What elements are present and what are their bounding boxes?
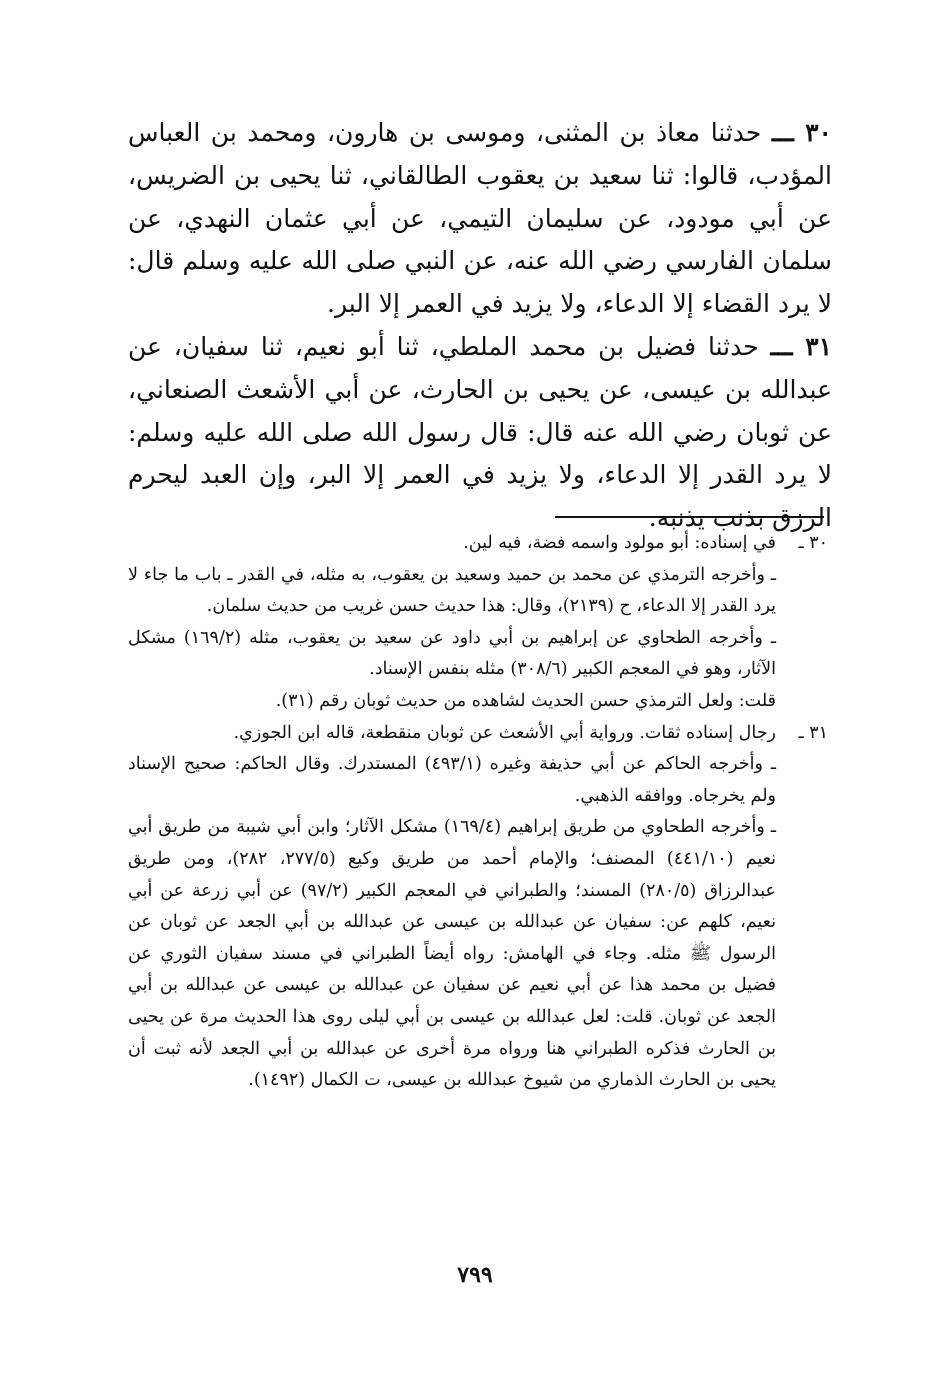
footnote-paragraph: قلت: ولعل الترمذي حسن الحديث لشاهده من حديث ثوبان رقم (٣١). — [275, 690, 776, 711]
footnote-number: ٣٠ ـ — [798, 533, 828, 553]
footnote-divider — [555, 516, 824, 518]
footnote-31 — [128, 718, 828, 750]
footnote-paragraph: ـ وأخرجه الطحاوي من طريق إبراهيم (١٦٩/٤) مشكل الآثار؛ وابن أبي شيبة من طريق أبي نعيم (٤٤١/١٠) المصنف؛ والإمام أحمد من طريق وكيع (٢٧٧/٥، ٢٨٢)، ومن طريق عبدالرزاق (٢٨٠/٥) المسند؛ والطبراني في المعجم الكبير (٩٧/٢) عن أبي زرعة عن أبي نعيم، كلهم عن: سفيان عن عبدالله بن عيسى عن عبدالله بن أبي الجعد عن ثوبان عن الرسول ﷺ مثله. وجاء في الهامش: رواه أيضاً الطبراني في مسند سفيان الثوري عن فضيل بن محمد هذا عن أبي نعيم عن سفيان عن عبدالله بن عيسى عن عبدالله بن أبي الجعد عن ثوبان. قلت: لعل عبدالله بن عيسى بن أبي ليلى روى هذا الحديث مرة عن يحيى بن الحارث فذكره الطبراني هنا ورواه مرة أخرى عن عبدالله بن أبي الجعد لأنه ثبت أن يحيى بن الحارث الذماري من شيوخ عبدالله بن عيسى، ت الكمال (١٤٩٢). — [128, 817, 777, 1091]
page-number: ٧٩٩ — [457, 1262, 493, 1288]
footnote-paragraph: ـ وأخرجه الترمذي عن محمد بن حميد وسعيد بن يعقوب، به مثله، في القدر ـ باب ما جاء لا يرد القدر إلا الدعاء، ح (٢١٣٩)، وقال: هذا حديث حسن غريب من حديث سلمان. — [128, 564, 776, 617]
footnote-paragraph: ـ وأخرجه الحاكم عن أبي حذيفة وغيره (٤٩٣/١) المستدرك. وقال الحاكم: صحيح الإسناد ولم يخرجاه. ووافقه الذهبي. — [128, 754, 776, 806]
footnote-paragraph: ـ وأخرجه الطحاوي عن إبراهيم بن أبي داود عن سعيد بن يعقوب، مثله (١٦٩/٢) مشكل الآثار، وهو في المعجم الكبير (٣٠٨/٦) مثله بنفس الإسناد. — [128, 627, 776, 680]
main-text — [128, 112, 832, 540]
hadith-30 — [128, 112, 832, 326]
footnote-number: ٣١ ـ — [798, 722, 828, 743]
footnote-text: رجال إسناده ثقات. ورواية أبي الأشعث عن ثوبان منقطعة، قاله ابن الجوزي. — [233, 722, 776, 743]
hadith-31 — [128, 326, 832, 540]
footnote-text: في إسناده: أبو مولود واسمه فضة، فيه لين. — [463, 533, 776, 553]
hadith-number: ٣٠ ـــ — [771, 118, 832, 147]
footnotes — [128, 528, 828, 1097]
hadith-text: حدثنا فضيل بن محمد الملطي، ثنا أبو نعيم، ثنا سفيان، عن عبدالله بن عيسى، عن يحيى بن الحارث، عن أبي الأشعث الصنعاني، عن ثوبان رضي الله عنه قال: قال رسول الله صلى الله عليه وسلم: لا يرد القدر إلا الدعاء، ولا يزيد في العمر إلا البر، وإن العبد ليحرم الرزق بذنب يذنبه. — [128, 331, 832, 533]
hadith-number: ٣١ ـــ — [770, 331, 832, 361]
footnote-30 — [128, 528, 828, 560]
hadith-text: حدثنا معاذ بن المثنى، وموسى بن هارون، ومحمد بن العباس المؤدب، قالوا: ثنا سعيد بن يعقوب الطالقاني، ثنا يحيى بن الضريس، عن أبي مودود، عن سليمان التيمي، عن أبي عثمان النهدي، عن سلمان الفارسي رضي الله عنه، عن النبي صلى الله عليه وسلم قال: لا يرد القضاء إلا الدعاء، ولا يزيد في العمر إلا البر. — [128, 118, 832, 319]
